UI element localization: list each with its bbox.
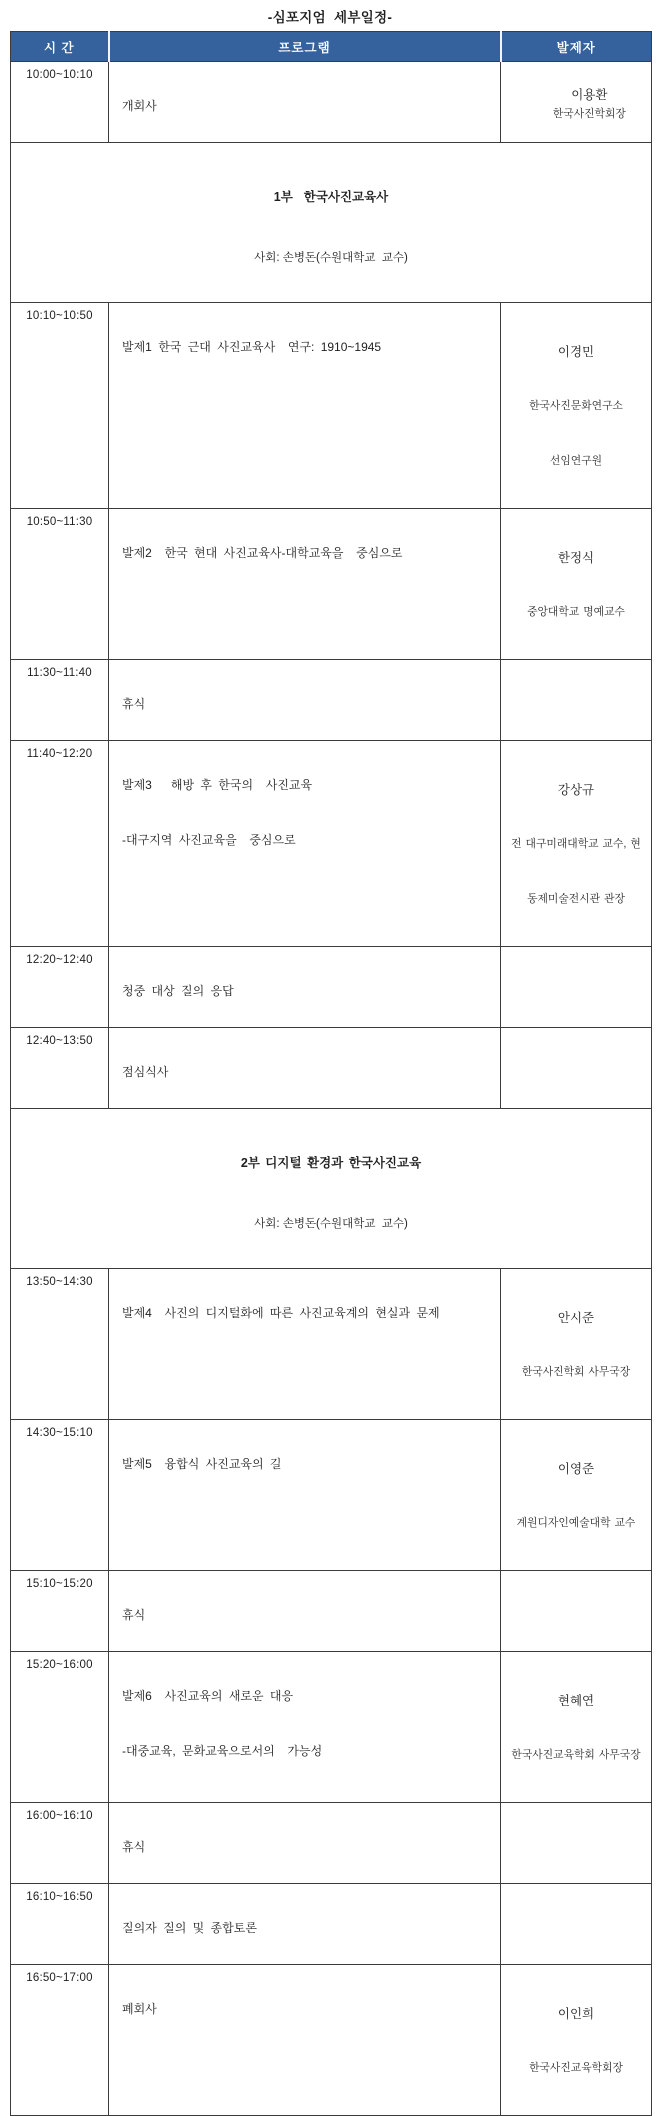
column-header-program: 프로그램 [109, 32, 501, 62]
column-header-time: 시 간 [11, 32, 109, 62]
table-row [11, 62, 652, 143]
program-cell [109, 62, 501, 143]
program-cell [109, 1652, 501, 1803]
time-cell: 16:00~16:10 [11, 1803, 109, 1884]
table-row [11, 1028, 652, 1109]
presenter-cell [501, 1420, 652, 1571]
program-text: 질의자 질의 및 종합토론 [122, 1921, 257, 1935]
program-cell [109, 303, 501, 509]
program-cell [109, 741, 501, 947]
time-cell: 16:10~16:50 [11, 1884, 109, 1965]
program-text: 발제1 한국 근대 사진교육사 연구: 1910~1945 [122, 340, 382, 354]
program-text: 점심식사 [122, 1065, 169, 1079]
program-cell [109, 1965, 501, 2116]
section-cell [11, 143, 652, 303]
table-row [11, 1269, 652, 1420]
program-text: 발제6 사진교육의 새로운 대응 [122, 1689, 294, 1703]
presenter-affiliation: 한국사진학회 사무국장 [521, 1366, 631, 1378]
presenter-affiliation: 전 대구미래대학교 교수, 현 [511, 838, 641, 850]
program-cell [109, 660, 501, 741]
presenter-cell [501, 1028, 652, 1109]
program-text: 발제4 사진의 디지털화에 따른 사진교육계의 현실과 문제 [122, 1306, 440, 1320]
presenter-affiliation: 동제미술전시관 관장 [527, 893, 625, 905]
program-text: -대중교육, 문화교육으로서의 가능성 [122, 1744, 323, 1758]
section-title: 2부 디지털 환경과 한국사진교육 [240, 1156, 422, 1170]
table-row [11, 1571, 652, 1652]
program-text: 개회사 [122, 99, 157, 113]
program-cell [109, 1420, 501, 1571]
program-cell [109, 1803, 501, 1884]
table-row [11, 947, 652, 1028]
table-row [11, 1652, 652, 1803]
program-text: 휴식 [122, 1608, 146, 1622]
section-row [11, 1109, 652, 1269]
presenter-cell [501, 1803, 652, 1884]
table-row [11, 1884, 652, 1965]
presenter-cell [501, 741, 652, 947]
time-cell: 14:30~15:10 [11, 1420, 109, 1571]
presenter-cell [501, 947, 652, 1028]
schedule-table [10, 31, 652, 2116]
program-cell [109, 509, 501, 660]
presenter-cell [501, 1652, 652, 1803]
presenter-name: 이영준 [557, 1462, 595, 1476]
presenter-affiliation: 한국사진교육학회장 [529, 2062, 623, 2074]
presenter-affiliation: 한국사진교육학회 사무국장 [511, 1749, 641, 1761]
presenter-name: 이용환 [571, 88, 608, 102]
program-text: 휴식 [122, 1840, 146, 1854]
presenter-name: 안시준 [557, 1311, 595, 1325]
time-cell: 12:40~13:50 [11, 1028, 109, 1109]
time-cell: 15:20~16:00 [11, 1652, 109, 1803]
presenter-cell [501, 303, 652, 509]
table-row [11, 509, 652, 660]
section-cell [11, 1109, 652, 1269]
section-moderator: 사회: 손병돈(수원대학교 교수) [254, 252, 408, 264]
column-header-presenter: 발제자 [501, 32, 652, 62]
program-cell [109, 1884, 501, 1965]
program-text: 발제2 한국 현대 사진교육사-대학교육을 중심으로 [122, 546, 403, 560]
presenter-affiliation: 한국사진문화연구소 [529, 400, 623, 412]
header-row [11, 32, 652, 62]
presenter-cell [501, 509, 652, 660]
time-cell: 11:40~12:20 [11, 741, 109, 947]
table-row [11, 741, 652, 947]
table-row [11, 1803, 652, 1884]
presenter-name: 이경민 [557, 345, 595, 359]
program-cell [109, 1269, 501, 1420]
presenter-affiliation: 선임연구원 [549, 455, 603, 467]
section-row [11, 143, 652, 303]
program-text: 발제3 해방 후 한국의 사진교육 [122, 778, 313, 792]
program-text: 발제5 융합식 사진교육의 길 [122, 1457, 282, 1471]
program-text: 휴식 [122, 697, 146, 711]
presenter-affiliation: 한국사진학회장 [552, 108, 626, 120]
presenter-affiliation: 계원디자인예술대학 교수 [516, 1517, 636, 1529]
table-row [11, 303, 652, 509]
presenter-name: 한정식 [557, 551, 595, 565]
time-cell: 10:50~11:30 [11, 509, 109, 660]
time-cell: 11:30~11:40 [11, 660, 109, 741]
program-text: -대구지역 사진교육을 중심으로 [122, 833, 296, 847]
time-cell: 10:00~10:10 [11, 62, 109, 143]
time-cell: 13:50~14:30 [11, 1269, 109, 1420]
program-text: 폐회사 [122, 2002, 157, 2016]
presenter-affiliation: 중앙대학교 명예교수 [527, 606, 625, 618]
section-moderator: 사회: 손병돈(수원대학교 교수) [254, 1218, 408, 1230]
presenter-name: 이인희 [557, 2007, 595, 2021]
section-title: 1부 한국사진교육사 [273, 190, 389, 204]
time-cell: 16:50~17:00 [11, 1965, 109, 2116]
program-cell [109, 947, 501, 1028]
presenter-name: 강상규 [557, 783, 595, 797]
presenter-name: 현혜연 [557, 1694, 595, 1708]
presenter-cell [501, 660, 652, 741]
presenter-cell [501, 1965, 652, 2116]
program-cell [109, 1028, 501, 1109]
presenter-cell [501, 1571, 652, 1652]
presenter-cell [501, 62, 652, 143]
time-cell: 12:20~12:40 [11, 947, 109, 1028]
presenter-cell [501, 1884, 652, 1965]
time-cell: 10:10~10:50 [11, 303, 109, 509]
presenter-cell [501, 1269, 652, 1420]
program-cell [109, 1571, 501, 1652]
program-text: 청중 대상 질의 응답 [122, 984, 234, 998]
table-row [11, 1420, 652, 1571]
page-title: -심포지엄 세부일정- [267, 10, 393, 25]
time-cell: 15:10~15:20 [11, 1571, 109, 1652]
table-row [11, 1965, 652, 2116]
table-row [11, 660, 652, 741]
